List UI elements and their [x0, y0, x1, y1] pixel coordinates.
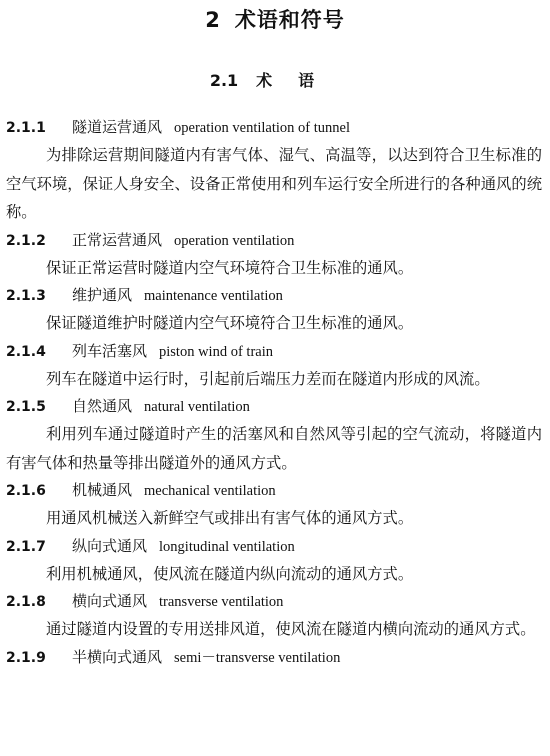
term-chinese-name: 正常运营通风	[72, 230, 163, 249]
term-heading	[0, 588, 550, 615]
term-heading	[0, 477, 550, 504]
term-definition: 利用列车通过隧道时产生的活塞风和自然风等引起的空气流动，将隧道内有害气体和热量等排出隧道外的通风方式。	[6, 425, 542, 472]
term-number: 2.1.9	[6, 649, 46, 666]
term-entry	[0, 533, 550, 589]
term-heading	[0, 393, 550, 420]
term-english-name: longitudinal ventilation	[159, 538, 295, 555]
term-definition: 保证正常运营时隧道内空气环境符合卫生标准的通风。	[46, 258, 414, 277]
section-title: 术语	[256, 71, 341, 90]
term-definition: 保证隧道维护时隧道内空气环境符合卫生标准的通风。	[46, 314, 414, 332]
term-entry	[0, 644, 550, 671]
term-chinese-name: 机械通风	[72, 481, 133, 499]
term-chinese-name: 纵向式通风	[72, 536, 148, 555]
term-list	[0, 114, 550, 671]
term-entry	[0, 477, 550, 533]
term-number: 2.1.8	[6, 594, 46, 610]
term-english-name: semi－transverse ventilation	[174, 649, 341, 666]
term-heading	[0, 644, 550, 671]
term-definition: 列车在隧道中运行时，引起前后端压力差而在隧道内形成的风流。	[46, 369, 490, 388]
term-number: 2.1.3	[6, 288, 46, 304]
term-definition: 用通风机械送入新鲜空气或排出有害气体的通风方式。	[46, 509, 414, 527]
term-entry	[0, 393, 550, 477]
section-number: 2.1	[209, 71, 239, 90]
term-chinese-name: 半横向式通风	[72, 647, 163, 666]
term-english-name: transverse ventilation	[159, 594, 284, 610]
term-number: 2.1.6	[6, 483, 46, 499]
term-english-name: mechanical ventilation	[144, 483, 276, 499]
term-entry	[0, 338, 550, 394]
term-english-name: maintenance ventilation	[144, 288, 283, 304]
term-definition: 通过隧道内设置的专用送排风道，使风流在隧道内横向流动的通风方式。	[46, 620, 536, 638]
chapter-title: 术语和符号	[234, 8, 345, 32]
term-english-name: piston wind of train	[159, 343, 273, 360]
term-number: 2.1.2	[6, 232, 46, 249]
term-heading	[0, 114, 550, 141]
term-heading	[0, 338, 550, 365]
term-english-name: operation ventilation	[174, 232, 295, 249]
term-english-name: operation ventilation of tunnel	[174, 120, 350, 136]
term-entry	[0, 282, 550, 338]
term-heading	[0, 282, 550, 309]
term-entry	[0, 227, 550, 283]
term-chinese-name: 自然通风	[72, 397, 133, 415]
chapter-heading	[0, 4, 550, 34]
term-heading	[0, 227, 550, 254]
term-number: 2.1.4	[6, 343, 46, 360]
term-number: 2.1.1	[6, 120, 46, 136]
term-number: 2.1.7	[6, 538, 46, 555]
term-definition: 利用机械通风，使风流在隧道内纵向流动的通风方式。	[46, 564, 414, 583]
term-heading	[0, 533, 550, 560]
term-number: 2.1.5	[6, 399, 46, 415]
term-english-name: natural ventilation	[144, 399, 250, 415]
term-chinese-name: 隧道运营通风	[72, 118, 163, 136]
term-entry	[0, 588, 550, 644]
chapter-number: 2	[205, 8, 221, 32]
section-heading	[0, 68, 550, 91]
term-chinese-name: 维护通风	[72, 286, 133, 304]
term-chinese-name: 横向式通风	[72, 592, 148, 610]
term-chinese-name: 列车活塞风	[72, 341, 148, 360]
term-entry	[0, 114, 550, 227]
term-definition: 为排除运营期间隧道内有害气体、湿气、高温等，以达到符合卫生标准的空气环境，保证人身安全、设备正常使用和列车运行安全所进行的各种通风的统称。	[6, 146, 542, 221]
